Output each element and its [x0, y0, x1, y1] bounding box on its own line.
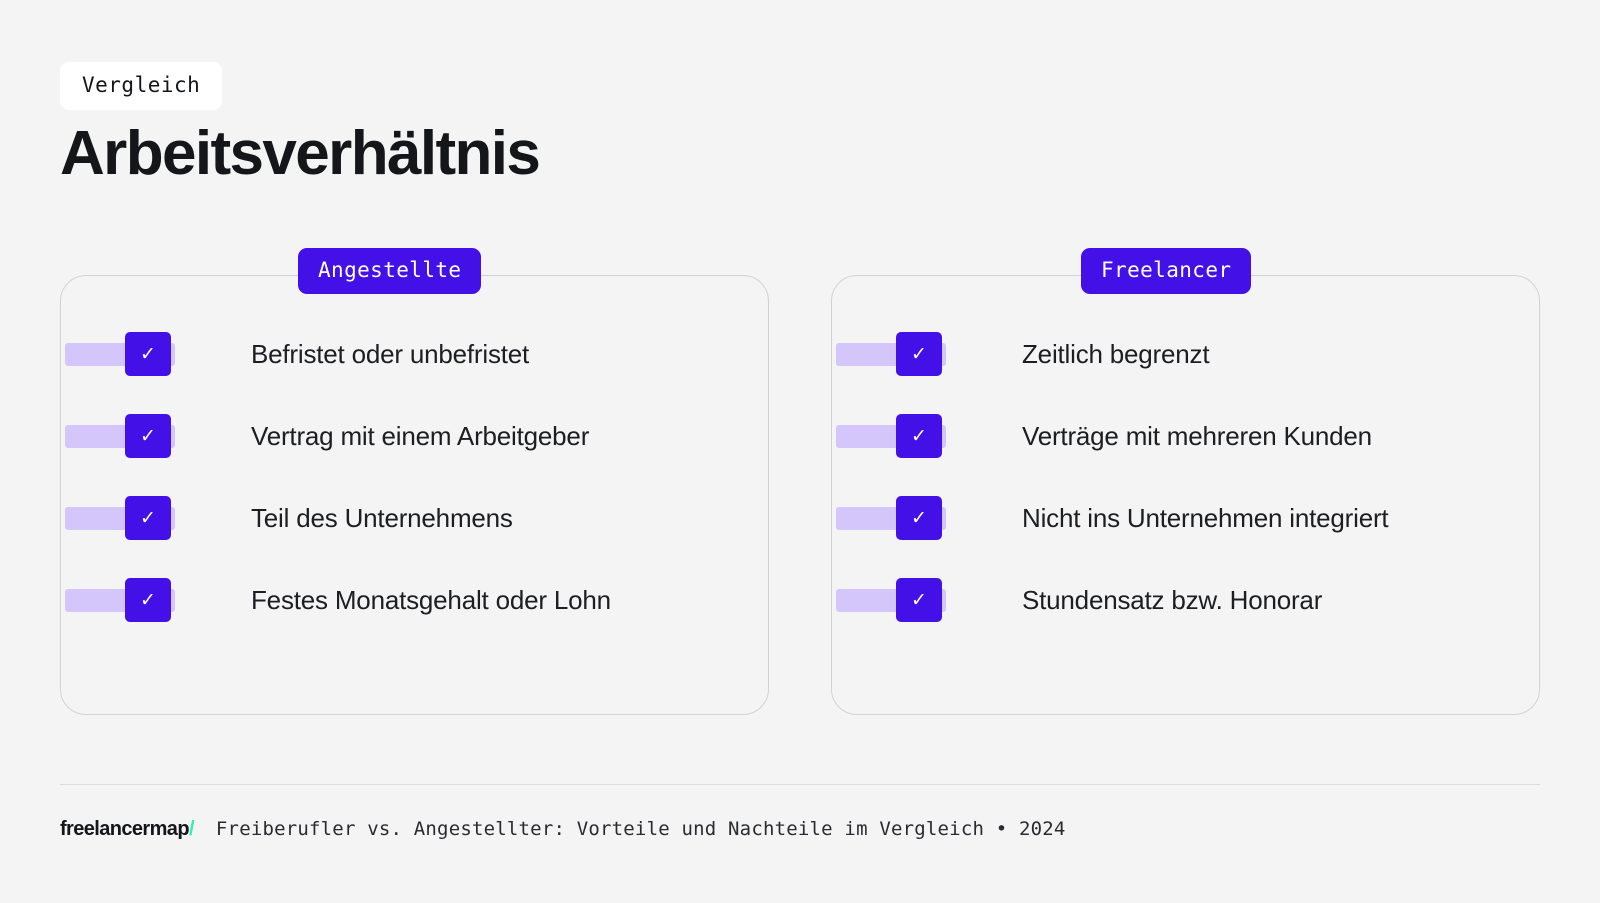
- list-item-label: Verträge mit mehreren Kunden: [1022, 420, 1372, 451]
- page-title: Arbeitsverhältnis: [60, 119, 540, 188]
- check-icon: ✓: [896, 578, 942, 622]
- brand-slash: /: [188, 818, 194, 840]
- list-item-label: Befristet oder unbefristet: [251, 338, 530, 369]
- feature-list-freelancer: [832, 332, 1539, 622]
- list-item: [61, 578, 768, 622]
- list-item-label: Teil des Unternehmens: [251, 502, 513, 533]
- list-item: [61, 414, 768, 458]
- brand-name: freelancermap: [60, 818, 189, 840]
- check-icon: ✓: [125, 414, 171, 458]
- list-item: [832, 496, 1539, 540]
- list-item-label: Festes Monatsgehalt oder Lohn: [251, 584, 611, 615]
- footer-divider: [60, 784, 1540, 785]
- check-icon: ✓: [125, 578, 171, 622]
- feature-list-angestellte: [61, 332, 768, 622]
- list-item-label: Vertrag mit einem Arbeitgeber: [251, 420, 590, 451]
- comparison-column-freelancer: [831, 258, 1540, 715]
- list-item-label: Stundensatz bzw. Honorar: [1022, 584, 1323, 615]
- list-item: [832, 414, 1539, 458]
- footer-caption: Freiberufler vs. Angestellter: Vorteile und Nachteile im Vergleich • 2024: [215, 818, 1066, 840]
- check-icon: ✓: [125, 332, 171, 376]
- list-item-label: Zeitlich begrenzt: [1022, 338, 1210, 369]
- column-card-angestellte: [60, 275, 769, 715]
- check-icon: ✓: [896, 332, 942, 376]
- list-item: [61, 496, 768, 540]
- check-icon: ✓: [896, 496, 942, 540]
- list-item: [832, 578, 1539, 622]
- check-icon: ✓: [896, 414, 942, 458]
- comparison-columns: [60, 258, 1540, 715]
- column-badge-freelancer: Freelancer: [1081, 248, 1251, 294]
- footer: [60, 818, 1066, 841]
- column-badge-angestellte: Angestellte: [298, 248, 481, 294]
- eyebrow-badge: Vergleich: [60, 62, 222, 110]
- comparison-column-angestellte: [60, 258, 769, 715]
- list-item: [61, 332, 768, 376]
- check-icon: ✓: [125, 496, 171, 540]
- list-item: [832, 332, 1539, 376]
- brand-logo: [60, 818, 194, 841]
- list-item-label: Nicht ins Unternehmen integriert: [1022, 502, 1389, 533]
- column-card-freelancer: [831, 275, 1540, 715]
